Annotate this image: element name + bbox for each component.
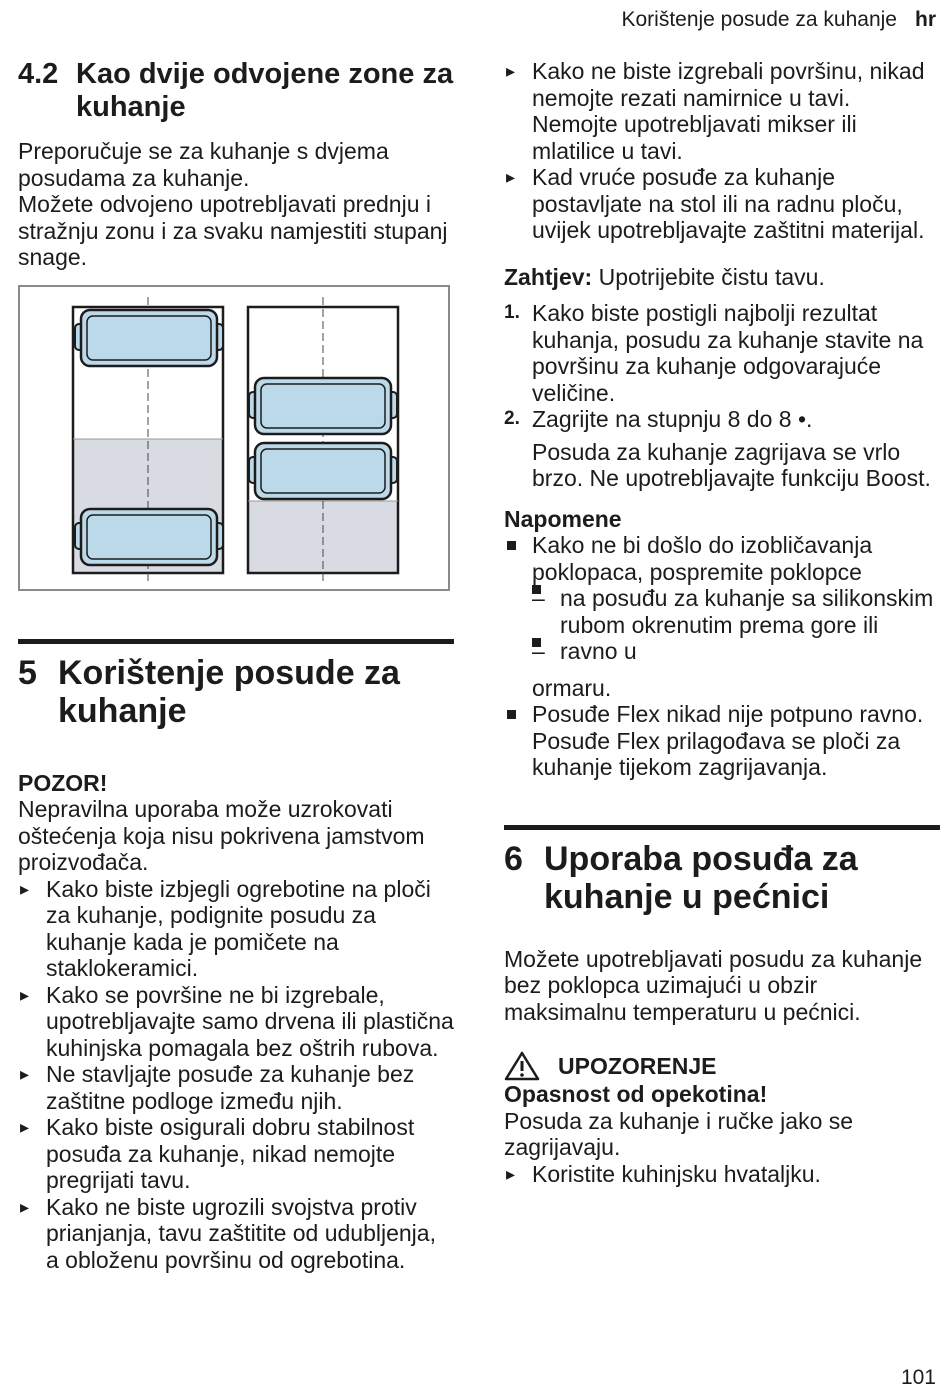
chapter-6-rule <box>504 825 940 830</box>
warning-label: UPOZORENJE <box>558 1052 717 1079</box>
danger-title: Opasnost od opekotina! <box>504 1081 768 1107</box>
list-item: ▸ Kad vruće posuđe za kuhanje postavljate na stol ili na radnu ploču, uvijek upotrebljavajte zaštitni materijal. <box>504 164 940 244</box>
notes-list <box>504 532 940 781</box>
chapter-6-para: Možete upotrebljavati posudu za kuhanje bez poklopca uzimajući u obzir maksimalnu temperaturu u pećnici. <box>504 945 923 1025</box>
step-text: Zagrijte na stupnju 8 do 8 •. <box>532 406 813 432</box>
cooking-zones-illustration <box>20 287 448 589</box>
note-1-intro: Kako ne bi došlo do izobličavanja poklopaca, pospremite poklopce <box>532 532 873 585</box>
warning-triangle-icon <box>504 1051 540 1081</box>
section-4-2-para2: Možete odvojeno upotrebljavati prednju i stražnju zonu i za svaku namjestiti stupanj snage. <box>18 191 448 270</box>
chapter-title: Uporaba posuđa za kuhanje u pećnici <box>544 839 858 916</box>
hob-single-zone <box>248 297 398 585</box>
pan-front <box>75 509 223 565</box>
notes-label: Napomene <box>504 505 622 532</box>
header-title: Korištenje posude za kuhanje <box>621 8 897 31</box>
caution-bullets-continued <box>504 58 940 244</box>
page-number: 101 <box>900 1366 936 1389</box>
chapter-6-heading <box>504 840 940 916</box>
list-item: ▸ Kako ne biste izgrebali površinu, nikad nemojte rezati namirnice u tavi. Nemojte upotrebljavati mikser ili mlatilice u tavi. <box>504 58 940 164</box>
step-number: 1. <box>504 302 520 323</box>
warning-actions <box>504 1161 940 1188</box>
list-item: ▸ Kako biste izbjegli ogrebotine na ploči za kuhanje, podignite posudu za kuhanje kada je pomičete na staklokeramici. <box>18 876 454 982</box>
caution-label: POZOR! <box>18 769 108 796</box>
section-number: 4.2 <box>18 58 59 90</box>
step-item <box>504 406 940 433</box>
chapter-5-rule <box>18 639 454 644</box>
pan-upper <box>249 378 397 434</box>
list-item: – na posuđu za kuhanje sa silikonskim rubom okrenutim prema gore ili <box>532 585 940 638</box>
section-title: Kao dvije odvojene zone za kuhanje <box>76 58 454 123</box>
list-item: ▸ Koristite kuhinjsku hvataljku. <box>504 1161 940 1188</box>
note-1-end: ormaru. <box>532 674 612 701</box>
chapter-number: 6 <box>504 839 523 878</box>
pan-lower <box>249 443 397 499</box>
chapter-number: 5 <box>18 653 37 692</box>
section-4-2-para1: Preporučuje se za kuhanje s dvjema posudama za kuhanje. <box>18 138 389 191</box>
list-item <box>504 532 940 701</box>
caution-text: Nepravilna uporaba može uzrokovati oštećenja koja nisu pokrivena jamstvom proizvođača. <box>18 796 425 875</box>
chapter-title: Korištenje posude za kuhanje <box>58 653 400 730</box>
requirement-label: Zahtjev: <box>504 263 593 290</box>
chapter-5-heading <box>18 654 454 730</box>
hob-two-zones <box>73 297 223 585</box>
list-item: ▸ Kako ne biste ugrozili svojstva protiv prianjanja, tavu zaštitite od udubljenja, a obloženu površinu od ogrebotina. <box>18 1194 454 1274</box>
danger-text: Posuda za kuhanje i ručke jako se zagrijavaju. <box>504 1107 854 1160</box>
step-text: Kako biste postigli najbolji rezultat kuhanja, posudu za kuhanje stavite na površinu za kuhanje odgovarajuće veličine. <box>532 300 924 406</box>
step-item <box>504 300 940 406</box>
note-1-sublist <box>532 585 940 665</box>
pan-back <box>75 310 223 366</box>
step-number: 2. <box>504 408 520 429</box>
list-item: ▸ Kako biste osigurali dobru stabilnost posuđa za kuhanje, nikad nemojte pregrijati tavu. <box>18 1114 454 1194</box>
list-item: Posuđe Flex nikad nije potpuno ravno. Posuđe Flex prilagođava se ploči za kuhanje tijekom zagrijavanja. <box>504 701 940 781</box>
requirement <box>504 264 940 291</box>
list-item: ▸ Ne stavljajte posuđe za kuhanje bez zaštitne podloge između njih. <box>18 1061 454 1114</box>
section-4-2-heading <box>18 58 454 124</box>
left-column <box>18 58 454 1273</box>
header-language: hr <box>915 8 936 31</box>
list-item: – ravno u <box>532 638 940 665</box>
warning-header <box>504 1051 940 1081</box>
requirement-text: Upotrijebite čistu tavu. <box>598 263 825 290</box>
cooking-zones-figure <box>18 285 450 591</box>
steps-list <box>504 300 940 433</box>
caution-bullets <box>18 876 454 1274</box>
step-2-note: Posuda za kuhanje zagrijava se vrlo brzo. Ne upotrebljavajte funkciju Boost. <box>532 438 931 491</box>
right-column <box>504 58 940 1187</box>
running-header <box>621 8 936 32</box>
list-item: ▸ Kako se površine ne bi izgrebale, upotrebljavajte samo drvena ili plastična kuhinjska pomagala bez oštrih rubova. <box>18 982 454 1062</box>
